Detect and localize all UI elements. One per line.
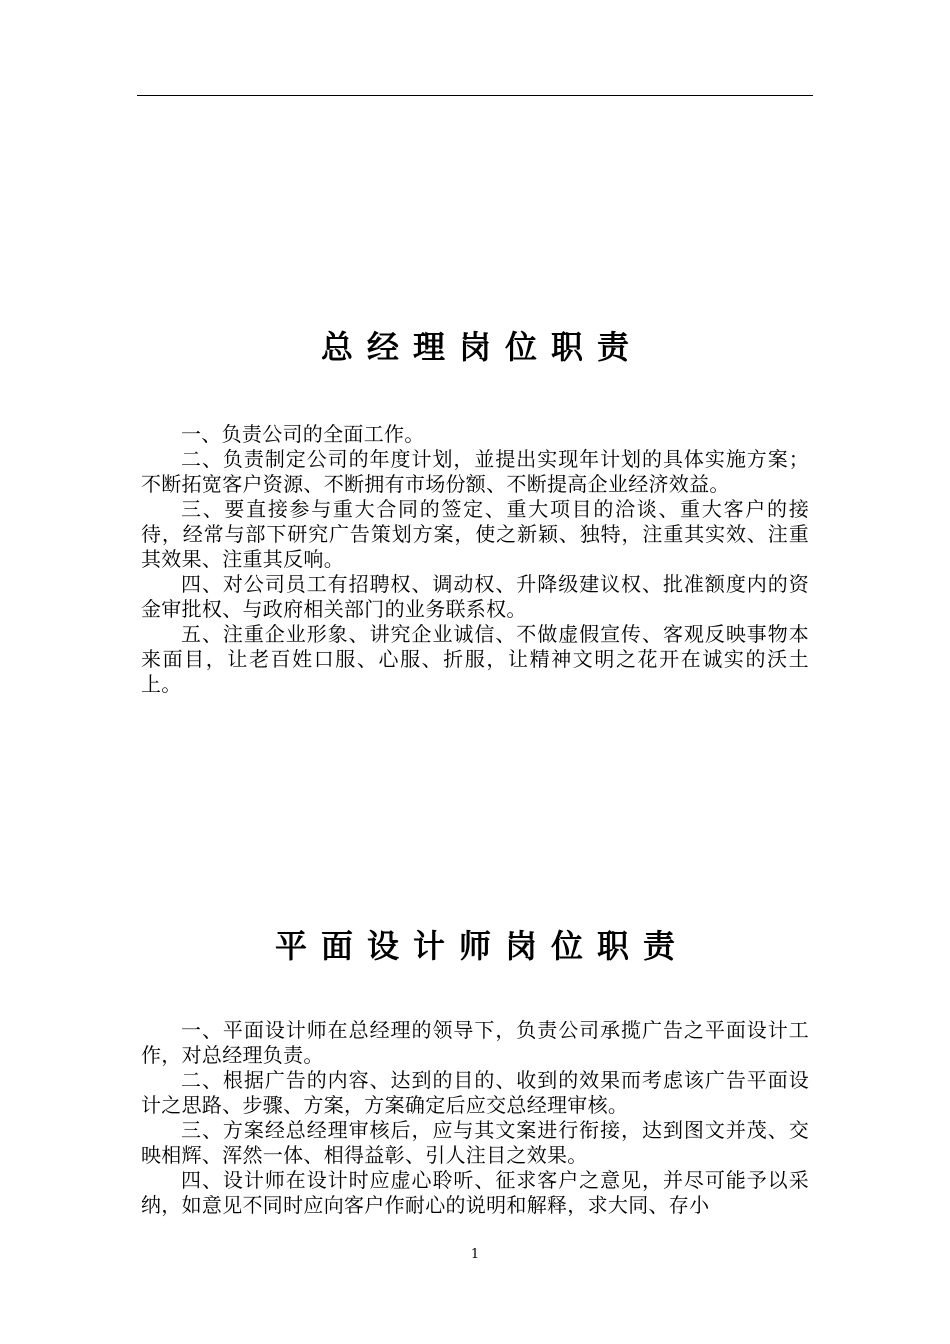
paragraph: 四、设计师在设计时应虚心聆听、征求客户之意见，并尽可能予以采纳，如意见不同时应向客户作耐心的说明和解释，求大同、存小: [141, 1168, 809, 1217]
paragraph: 五、注重企业形象、讲究企业诚信、不做虚假宣传、客观反映事物本来面目，让老百姓口服、心服、折服，让精神文明之花开在诚实的沃土上。: [141, 622, 809, 696]
paragraph-list: [141, 1018, 809, 1218]
paragraph-list: [141, 422, 809, 697]
section-general-manager: [141, 325, 809, 697]
section-graphic-designer: [141, 924, 809, 1218]
paragraph: 二、根据广告的内容、达到的目的、收到的效果而考虑该广告平面设计之思路、步骤、方案，方案确定后应交总经理审核。: [141, 1068, 809, 1117]
paragraph: 一、平面设计师在总经理的领导下，负责公司承揽广告之平面设计工作，对总经理负责。: [141, 1018, 809, 1067]
header-rule: [137, 95, 813, 96]
page-number: 1: [470, 1247, 480, 1262]
paragraph: 三、方案经总经理审核后，应与其文案进行衔接，达到图文并茂、交映相辉、浑然一体、相得益彰、引人注目之效果。: [141, 1118, 809, 1167]
paragraph: 四、对公司员工有招聘权、调动权、升降级建议权、批准额度内的资金审批权、与政府相关部门的业务联系权。: [141, 572, 809, 621]
paragraph: 二、负责制定公司的年度计划，並提出实现年计划的具体实施方案；不断拓宽客户资源、不断拥有市场份额、不断提高企业经济效益。: [141, 447, 809, 496]
section-title: 平面设计师岗位职责: [274, 927, 689, 965]
section-title: 总经理岗位职责: [320, 328, 643, 366]
paragraph: 一、负责公司的全面工作。: [181, 422, 425, 446]
paragraph: 三、要直接参与重大合同的签定、重大项目的洽谈、重大客户的接待，经常与部下研究广告策划方案，使之新颖、独特，注重其实效、注重其效果、注重其反响。: [141, 497, 809, 571]
